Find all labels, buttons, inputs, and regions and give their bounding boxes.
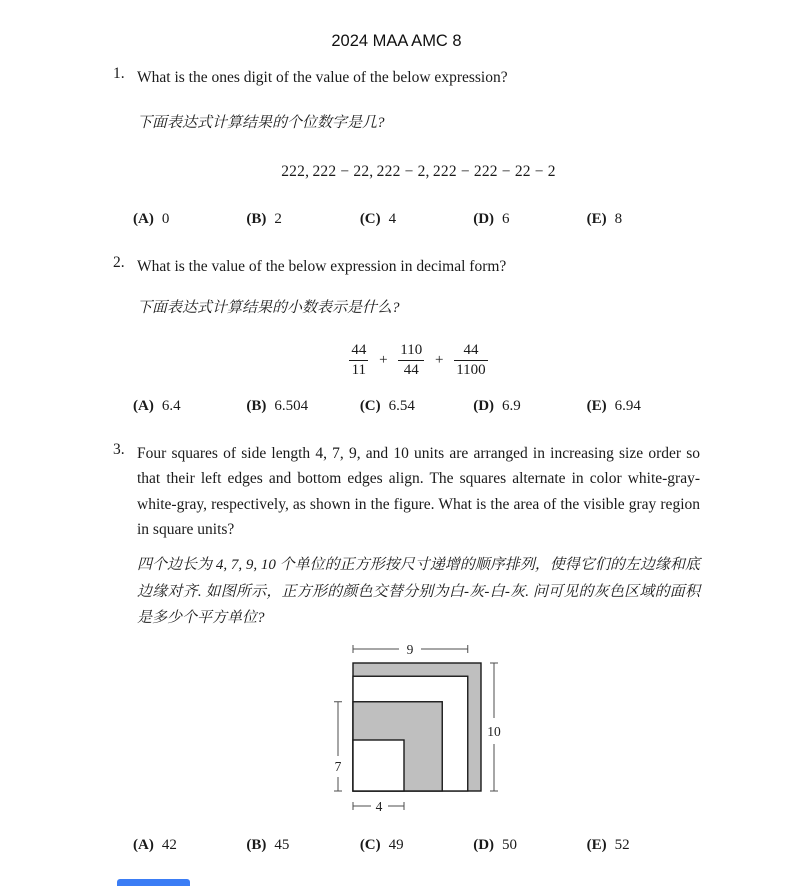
problem-3-question-zh: 四个边长为 4, 7, 9, 10 个单位的正方形按尺寸递增的顺序排列，使得它们的左边缘和底边缘对齐. 如图所示，正方形的颜色交替分别为白-灰-白-灰. 问可见的灰色区域的面积是多少个平方单位? <box>137 557 700 627</box>
dimension-label-7: 7 <box>334 758 341 774</box>
choice-3d: (D) 50 <box>473 836 518 853</box>
problem-1 <box>0 65 793 228</box>
fraction-2: $\frac{110}{44}$ <box>400 341 423 378</box>
fraction-1: $\frac{44}{11}$ <box>351 341 367 378</box>
plus-sign: + <box>379 352 388 369</box>
page-title: 2024 MAA AMC 8 <box>331 32 462 50</box>
dimension-label-4: 4 <box>375 798 382 814</box>
problem-3 <box>0 441 793 854</box>
dimension-label-10: 10 <box>486 723 501 739</box>
problem-1-expression: 222, 222 − 22, 222 − 2, 222 − 222 − 22 − 2 <box>281 162 556 180</box>
problem-2-number: 2. <box>113 253 125 271</box>
choice-3a: (A) 42 <box>133 836 177 853</box>
dimension-label-9: 9 <box>406 641 413 657</box>
choice-1d: (D) 6 <box>473 210 510 227</box>
choice-3e: (E) 52 <box>586 836 630 853</box>
choice-2c: (C) 6.54 <box>359 397 415 414</box>
choice-1b: (B) 2 <box>246 210 282 227</box>
problem-2 <box>0 254 793 415</box>
nested-squares-figure <box>137 636 700 827</box>
problem-2-expression <box>137 336 700 384</box>
problem-3-choices <box>133 837 700 854</box>
choice-2e: (E) 6.94 <box>586 397 641 414</box>
choice-1a: (A) 0 <box>133 210 170 227</box>
problem-2-choices <box>133 398 700 415</box>
choice-1e: (E) 8 <box>586 210 623 227</box>
choice-2b: (B) 6.504 <box>246 397 309 414</box>
problem-2-question-zh: 下面表达式计算结果的小数表示是什么? <box>137 300 400 317</box>
fraction-3: $\frac{44}{1100}$ <box>456 341 486 378</box>
plus-sign: + <box>435 352 444 369</box>
choice-2a: (A) 6.4 <box>133 397 181 414</box>
problem-1-question-zh: 下面表达式计算结果的个位数字是几? <box>137 115 385 132</box>
choice-3b: (B) 45 <box>246 836 290 853</box>
square-4-white <box>353 740 404 791</box>
dimension-left <box>334 702 342 791</box>
problem-2-question-en: What is the value of the below expression in decimal form? <box>137 257 507 275</box>
squares-diagram <box>304 636 534 822</box>
problem-3-question-en: Four squares of side length 4, 7, 9, and 10 units are arranged in increasing size order so that their left edges and bottom edges align. The squares alternate in color white-gray-white-gray, respectively, as shown in the figure. What is the area of the visible gray region in square units? <box>137 444 700 539</box>
choice-1c: (C) 4 <box>359 210 397 227</box>
partial-blue-button[interactable] <box>117 879 190 886</box>
choice-2d: (D) 6.9 <box>473 397 521 414</box>
problem-3-number: 3. <box>113 440 125 458</box>
choice-3c: (C) 49 <box>359 836 404 853</box>
problem-1-number: 1. <box>113 65 125 82</box>
problem-1-choices <box>133 211 700 228</box>
problem-1-question-en: What is the ones digit of the value of the below expression? <box>137 69 508 86</box>
